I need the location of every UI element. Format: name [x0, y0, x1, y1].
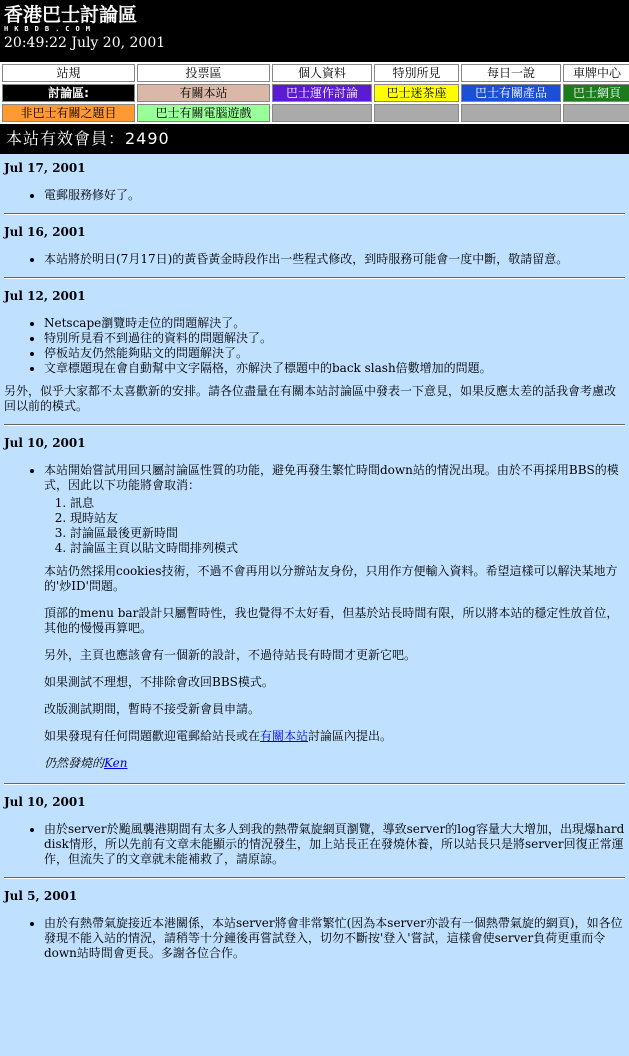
- list-item: • 由於server於颱風襲港期間有太多人到我的熱帶氣旋網頁瀏覽，導致server的log容量大大增加，出現爆hard disk情形，所以先前有文章未能顯示的情況發生，加上站長正在發燒休養，所以站長只是將server回復正常運作，但流失了的文章就未能補救了，請原諒。: [44, 822, 625, 867]
- removed-features-list: [44, 496, 625, 556]
- divider: [4, 783, 625, 785]
- post-date: Jul 16, 2001: [4, 225, 86, 239]
- post-list: [4, 188, 625, 203]
- nav-empty-cell: [563, 104, 629, 122]
- server-timestamp: 20:49:22 July 20, 2001: [4, 35, 166, 51]
- author-link[interactable]: Ken: [104, 756, 128, 770]
- post-date: Jul 12, 2001: [4, 289, 86, 303]
- list-item: • 停板站友仍然能夠貼文的問題解決了。: [44, 346, 625, 361]
- list-item: • Netscape瀏覽時走位的問題解決了。: [44, 316, 625, 331]
- list-item: • 本站將於明日(7月17日)的黃昏黃金時段作出一些程式修改，到時服務可能會一度中斷，敬請留意。: [44, 252, 625, 267]
- contact-text: 如果發現有任何問題歡迎電郵給站長或在: [44, 729, 261, 743]
- list-item: 1. 訊息: [70, 496, 625, 511]
- nav-forum-label: 討論區:: [2, 84, 135, 102]
- nav-menu: [0, 62, 629, 124]
- about-site-link[interactable]: 有關本站: [260, 729, 309, 743]
- site-code: HKBDB.COM: [4, 25, 96, 33]
- nav-voting[interactable]: 投票區: [137, 64, 270, 82]
- nav-empty-cell: [374, 104, 459, 122]
- forum-bus-fan-teahouse[interactable]: 巴士迷茶座: [374, 84, 459, 102]
- list-item: 2. 現時站友: [70, 511, 625, 526]
- post-list: [4, 463, 625, 771]
- contact-paragraph: [44, 729, 625, 744]
- announcements: [0, 154, 629, 1056]
- site-logo: 香港巴士討論區: [4, 4, 138, 26]
- nav-plate-center[interactable]: 車牌中心: [563, 64, 629, 82]
- nav-profile[interactable]: 個人資料: [272, 64, 372, 82]
- post-date: Jul 10, 2001: [4, 795, 86, 809]
- divider: [4, 213, 625, 215]
- post-paragraph: 本站仍然採用cookies技術，不過不會再用以分辦站友身份，只用作方便輸入資料。希望這樣可以解決某地方的'炒ID'問題。: [44, 564, 618, 593]
- nav-rules[interactable]: 站規: [2, 64, 135, 82]
- forum-bus-operations[interactable]: 巴士運作討論: [272, 84, 372, 102]
- forum-about-site[interactable]: 有關本站: [137, 84, 270, 102]
- post-paragraph: 如果測試不理想，不排除會改回BBS模式。: [44, 675, 274, 689]
- forum-bus-products[interactable]: 巴士有關產品: [461, 84, 561, 102]
- forum-bus-computer-games[interactable]: 巴士有關電腦遊戲: [137, 104, 270, 122]
- list-item: 3. 討論區最後更新時間: [70, 526, 625, 541]
- list-item: 4. 討論區主頁以貼文時間排列模式: [70, 541, 625, 556]
- post-date: Jul 17, 2001: [4, 161, 86, 175]
- post-list: [4, 316, 625, 376]
- member-count: 本站有效會員：2490: [0, 124, 629, 154]
- list-item: • 由於有熱帶氣旋接近本港關係，本站server將會非常繁忙(因為本server亦設有一個熱帶氣旋的網頁)，如各位發現不能入站的情況，請稍等十分鐘後再嘗試登入，切勿不斷按'登入'嘗試，這樣會使server負荷更重而令down站時間會更長。多謝各位合作。: [44, 916, 625, 961]
- post-list: [4, 916, 625, 961]
- list-item: • 文章標題現在會自動幫中文字隔格，亦解決了標題中的back slash倍數增加的問題。: [44, 361, 625, 376]
- post-intro: 本站開始嘗試用回只屬討論區性質的功能，避免再發生繁忙時間down站的情況出現。由於不再採用BBS的模式，因此以下功能將會取消：: [44, 463, 619, 492]
- post-paragraph: 改版測試期間，暫時不接受新會員申請。: [44, 702, 261, 716]
- post-list: [4, 822, 625, 867]
- divider: [4, 424, 625, 426]
- list-item: • 特別所見看不到過往的資料的問題解決了。: [44, 331, 625, 346]
- list-item: [44, 463, 625, 771]
- post-date: Jul 5, 2001: [4, 889, 78, 903]
- nav-special-sightings[interactable]: 特別所見: [374, 64, 459, 82]
- post-list: [4, 252, 625, 267]
- nav-daily-talk[interactable]: 每日一說: [461, 64, 561, 82]
- forum-non-bus-topics[interactable]: 非巴士有關之題目: [2, 104, 135, 122]
- forum-bus-websites[interactable]: 巴士網頁: [563, 84, 629, 102]
- post-paragraph: 頂部的menu bar設計只屬暫時性，我也覺得不太好看，但基於站長時間有限，所以將本站的穩定性放首位，其他的慢慢再算吧。: [44, 606, 619, 635]
- signature-text: 仍然發燒的: [44, 756, 105, 770]
- divider: [4, 277, 625, 279]
- post-note: 另外，似乎大家都不太喜歡新的安排。請各位盡量在有關本站討論區中發表一下意見，如果反應太差的話我會考慮改回以前的模式。: [4, 384, 617, 413]
- nav-empty-cell: [461, 104, 561, 122]
- site-header: [0, 0, 629, 55]
- list-item: • 電郵服務修好了。: [44, 188, 625, 203]
- post-paragraph: 另外，主頁也應該會有一個新的設計，不過待站長有時間才更新它吧。: [44, 648, 417, 662]
- signature: [44, 756, 625, 771]
- divider: [4, 877, 625, 879]
- contact-text: 討論區內提出。: [308, 729, 393, 743]
- post-date: Jul 10, 2001: [4, 436, 86, 450]
- nav-empty-cell: [272, 104, 372, 122]
